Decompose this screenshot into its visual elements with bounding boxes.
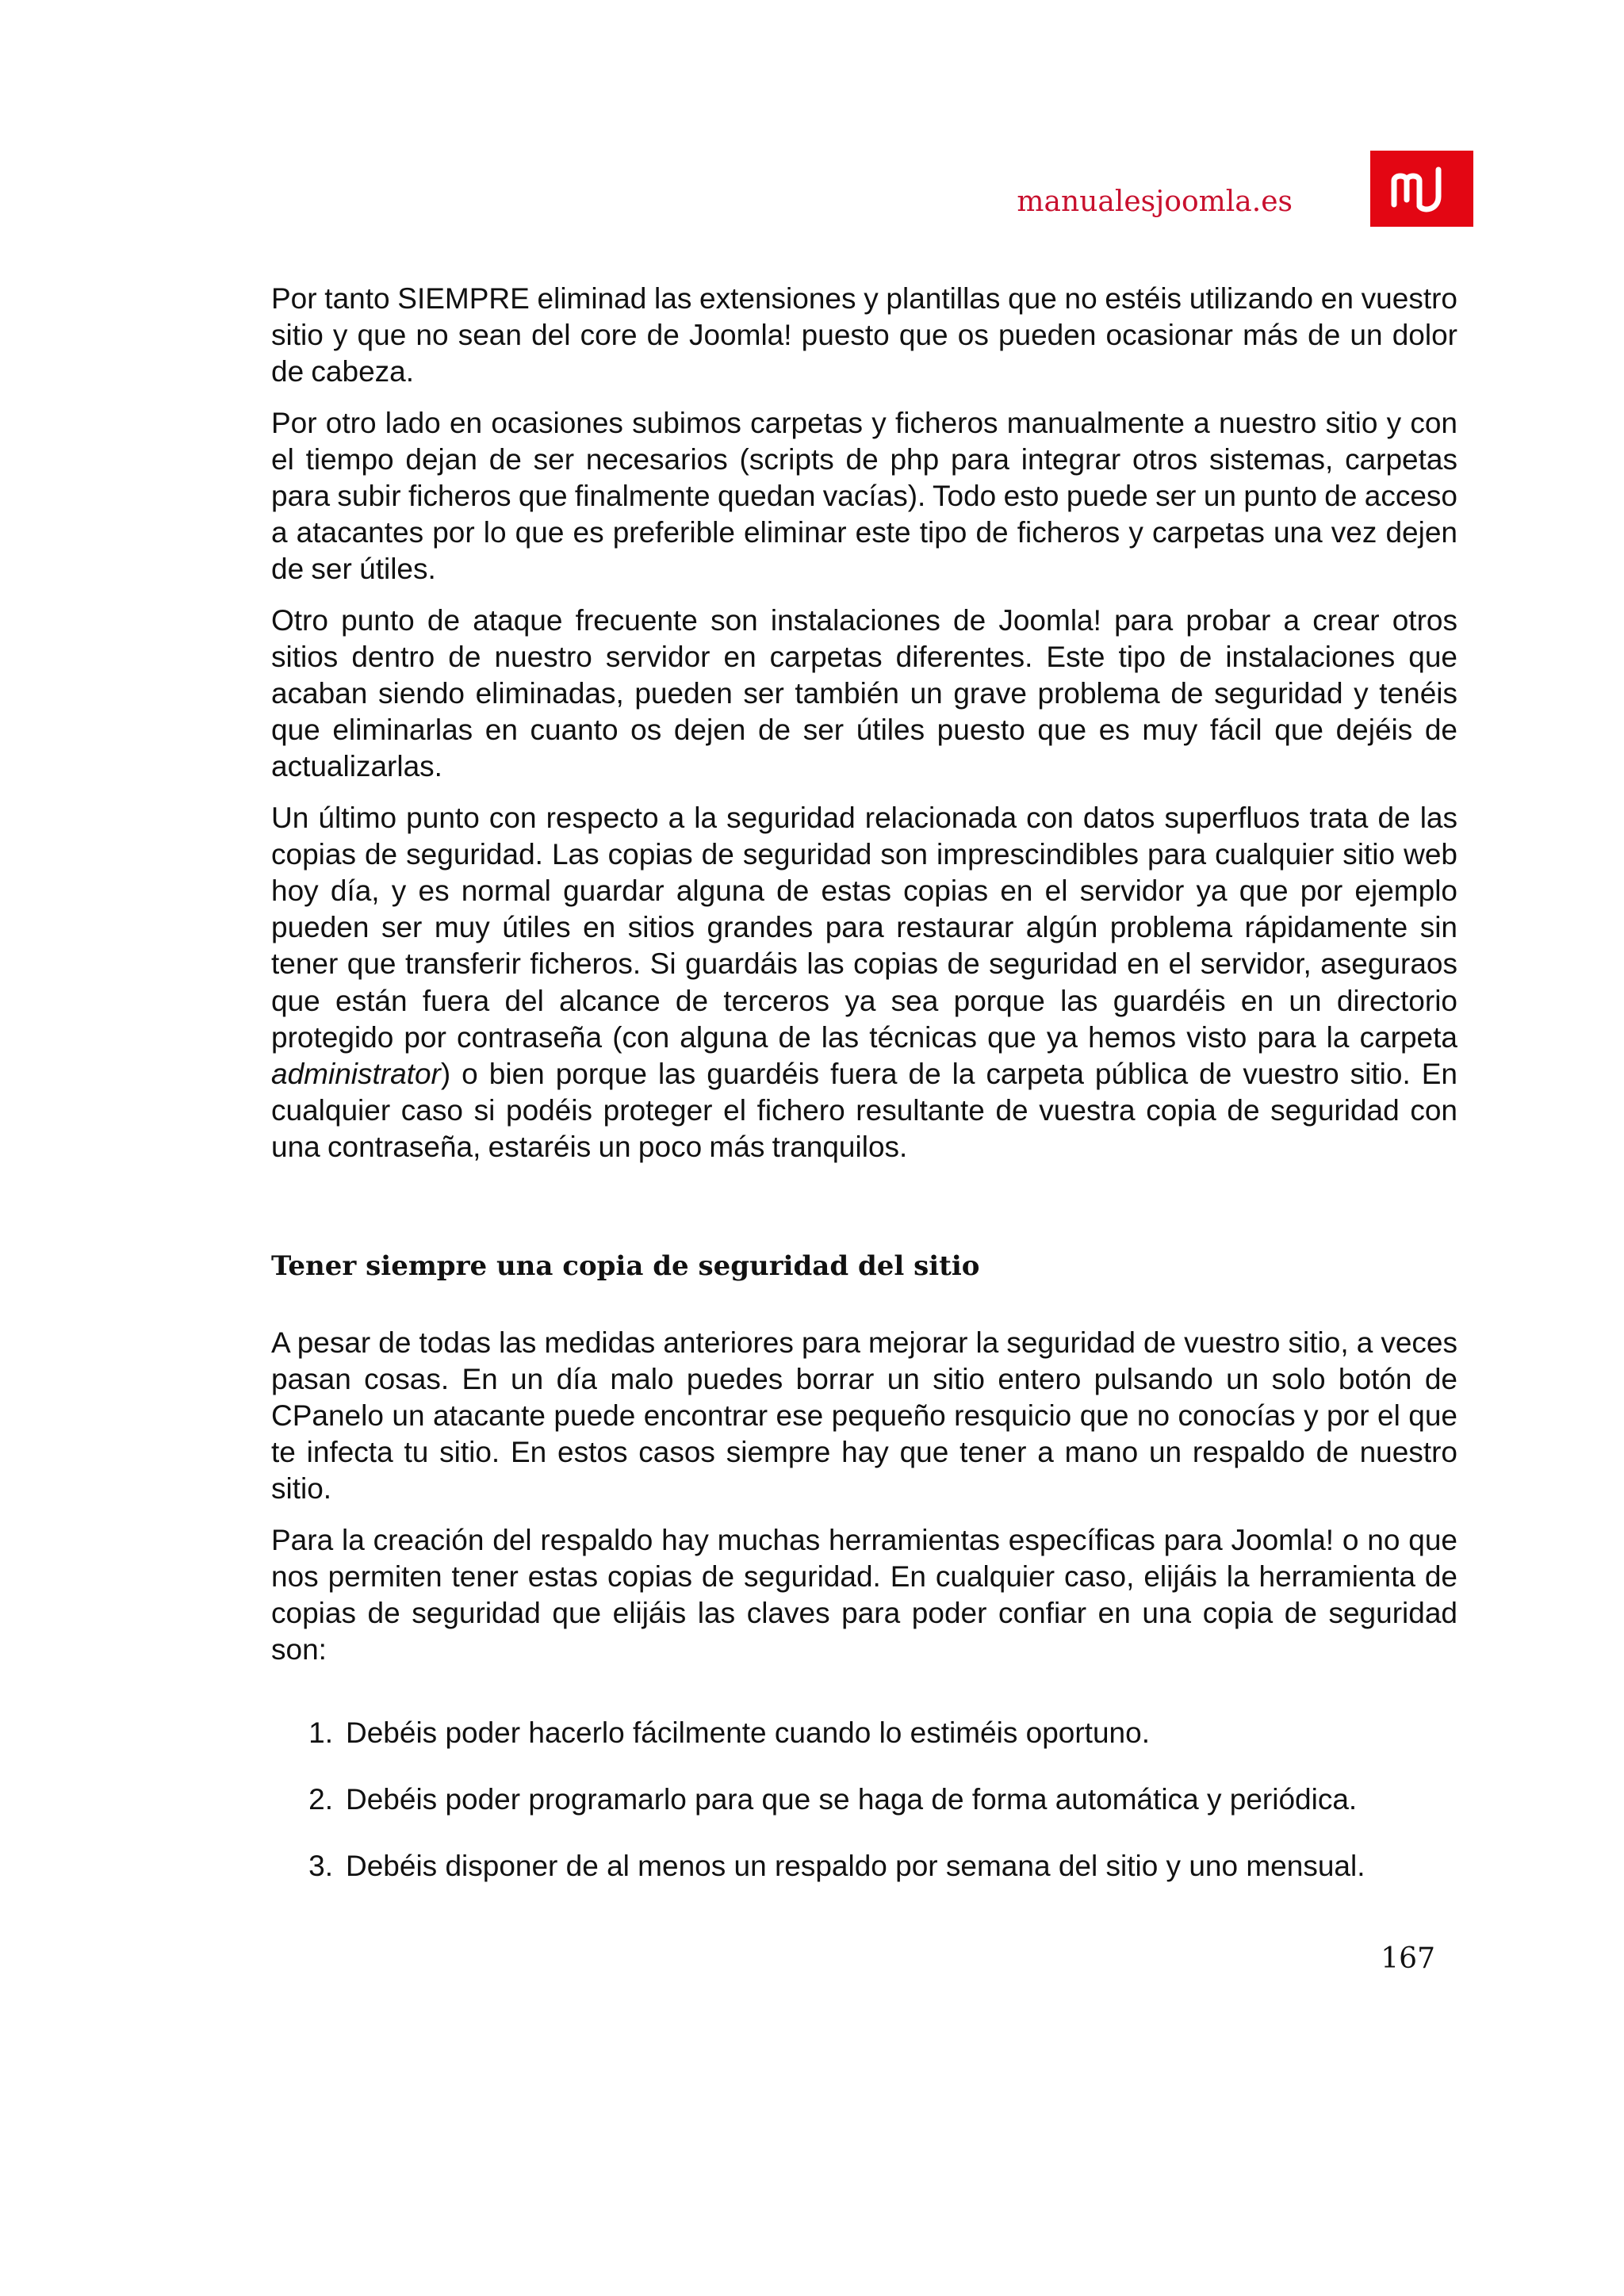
list-item-text: Debéis poder programarlo para que se haga de forma automática y periódica.: [346, 1782, 1358, 1816]
paragraph-things-happen: A pesar de todas las medidas anteriores para mejorar la seguridad de vuestro sitio, a veces pasan cosas. En un día malo puedes borrar un sitio entero pulsando un solo botón de CPanelo un atacante puede encontrar ese pequeño resquicio que no conocías y por el que te infecta tu sitio. En estos casos siempre hay que tener a mano un respaldo de nuestro sitio.: [271, 1326, 1457, 1506]
list-item-number: 2.: [308, 1782, 333, 1816]
logo-mark: [1370, 151, 1473, 227]
paragraph-remove-folders: Por otro lado en ocasiones subimos carpetas y ficheros manualmente a nuestro sitio y con el tiempo dejan de ser necesarios (scripts de php para integrar otros sistemas, carpetas para subir ficheros que finalmente quedan vacías). Todo esto puede ser un punto de acceso a atacantes por lo que es preferible eliminar este tipo de ficheros y carpetas una vez dejen de ser útiles.: [271, 406, 1457, 586]
list-item-text: Debéis poder hacerlo fácilmente cuando lo estiméis oportuno.: [346, 1716, 1150, 1749]
page-content: [271, 281, 1457, 1915]
backup-text-before: Un último punto con respecto a la seguridad relacionada con datos superfluos trata de las copias de seguridad. Las copias de seguridad son imprescindibles para cualquier sitio web hoy día, y es normal guardar alguna de estas copias en el servidor ya que por ejemplo pueden ser muy útiles en sitios grandes para restaurar algún problema rápidamente sin tener que transferir ficheros. Si guardáis las copias de seguridad en el servidor, aseguraos que están fuera del alcance de terceros ya sea porque las guardéis en un directorio protegido por contraseña (con alguna de las técnicas que ya hemos visto para la carpeta: [271, 801, 1457, 1054]
page-number: 167: [1381, 1942, 1435, 1975]
list-item-number: 1.: [308, 1716, 333, 1749]
paragraph-remove-extensions: Por tanto SIEMPRE eliminad las extensiones y plantillas que no estéis utilizando en vuestro sitio y que no sean del core de Joomla! puesto que os pueden ocasionar más de un dolor de cabeza.: [271, 282, 1457, 388]
list-item-text: Debéis disponer de al menos un respaldo por semana del sitio y uno mensual.: [346, 1849, 1365, 1882]
paragraph-test-installations: Otro punto de ataque frecuente son instalaciones de Joomla! para probar a crear otros sitios dentro de nuestro servidor en carpetas diferentes. Este tipo de instalaciones que acaban siendo eliminadas, pueden ser también un grave problema de seguridad y tenéis que eliminarlas en cuanto os dejen de ser útiles puesto que es muy fácil que dejéis de actualizarlas.: [271, 603, 1457, 783]
paragraph-backup-copies: [271, 800, 1457, 1166]
paragraph-backup-tools: Para la creación del respaldo hay muchas herramientas específicas para Joomla! o no que nos permiten tener estas copias de seguridad. En cualquier caso, elijáis la herramienta de copias de seguridad que elijáis las claves para poder confiar en una copia de seguridad son:: [271, 1523, 1457, 1667]
backup-text-after: ) o bien porque las guardéis fuera de la carpeta pública de vuestro sitio. En cualquier caso si podéis proteger el fichero resultante de vuestra copia de seguridad con una contraseña, estaréis un poco más tranquilos.: [271, 1058, 1457, 1164]
list-item: [271, 1715, 1457, 1751]
site-name: manualesjoomla.es: [1017, 186, 1293, 218]
list-item: [271, 1781, 1457, 1818]
administrator-term: administrator: [271, 1058, 441, 1091]
backup-requirements-list: [271, 1715, 1457, 1885]
section-heading: Tener siempre una copia de seguridad del sitio: [271, 1249, 980, 1282]
list-item: [271, 1848, 1457, 1885]
mj-logo-icon: [1370, 151, 1473, 227]
list-item-number: 3.: [308, 1849, 333, 1882]
